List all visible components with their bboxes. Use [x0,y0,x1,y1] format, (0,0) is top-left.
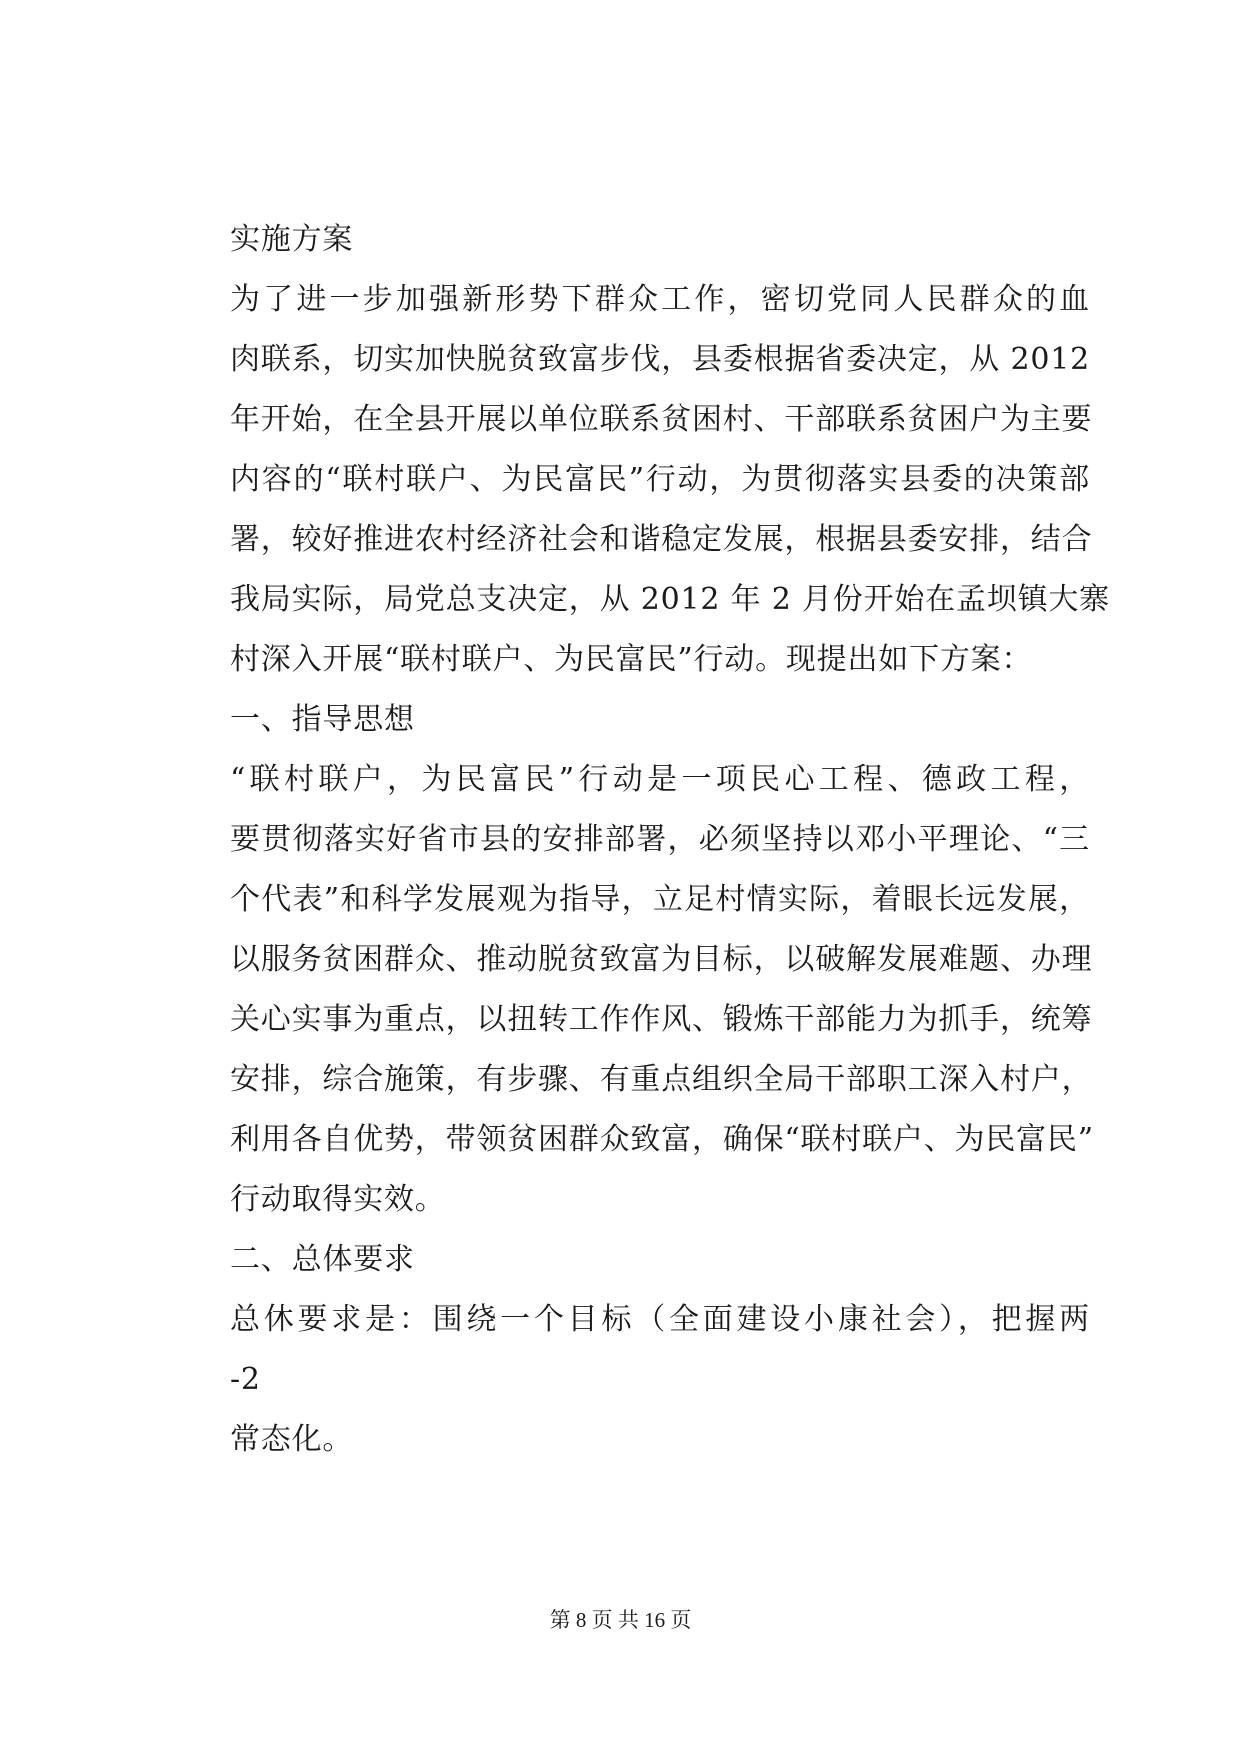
paragraph-line: 署，较好推进农村经济社会和谐稳定发展，根据县委安排，结合 [230,522,1093,557]
paragraph-line: 以服务贫困群众、推动脱贫致富为目标，以破解发展难题、办理 [230,942,1093,977]
paragraph-line: 要贯彻落实好省市县的安排部署，必须坚持以邓小平理论、“三 [230,822,1090,857]
paragraph-line: 村深入开展“联村联户、为民富民”行动。现提出如下方案： [230,642,1033,677]
section-heading: 二、总体要求 [230,1242,415,1277]
paragraph-line: 肉联系，切实加快脱贫致富步伐，县委根据省委决定，从 2012 [230,342,1090,377]
paragraph-line: “联村联户，为民富民”行动是一项民心工程、德政工程， [230,762,1090,797]
document-body [230,222,1110,1485]
paragraph-line: 行动取得实效。 [230,1182,446,1217]
paragraph-line: 内容的“联村联户、为民富民”行动，为贯彻落实县委的决策部 [230,462,1090,497]
paragraph-line: 总休要求是：围绕一个目标（全面建设小康社会），把握两 [230,1302,1090,1337]
paragraph-line: 我局实际，局党总支决定，从 2012 年 2 月份开始在孟坝镇大寨 [230,582,1110,617]
section-heading: 一、指导思想 [230,702,415,737]
page-number-footer: 第 8 页 共 16 页 [549,1608,692,1632]
paragraph-line: 年开始，在全县开展以单位联系贫困村、干部联系贫困户为主要 [230,402,1093,437]
paragraph-line: 安排，综合施策，有步骤、有重点组织全局干部职工深入村户， [230,1062,1093,1097]
paragraph-line: 个代表”和科学发展观为指导，立足村情实际，着眼长远发展， [230,882,1090,917]
paragraph-line: 为了进一步加强新形势下群众工作，密切党同人民群众的血 [230,282,1090,317]
paragraph-line: 利用各自优势，带领贫困群众致富，确保“联村联户、为民富民” [230,1122,1094,1157]
page-fragment-marker: -2 [230,1362,261,1397]
section-heading: 实施方案 [230,222,354,257]
paragraph-line: 常态化。 [230,1422,354,1457]
paragraph-line: 关心实事为重点，以扭转工作作风、锻炼干部能力为抓手，统筹 [230,1002,1093,1037]
